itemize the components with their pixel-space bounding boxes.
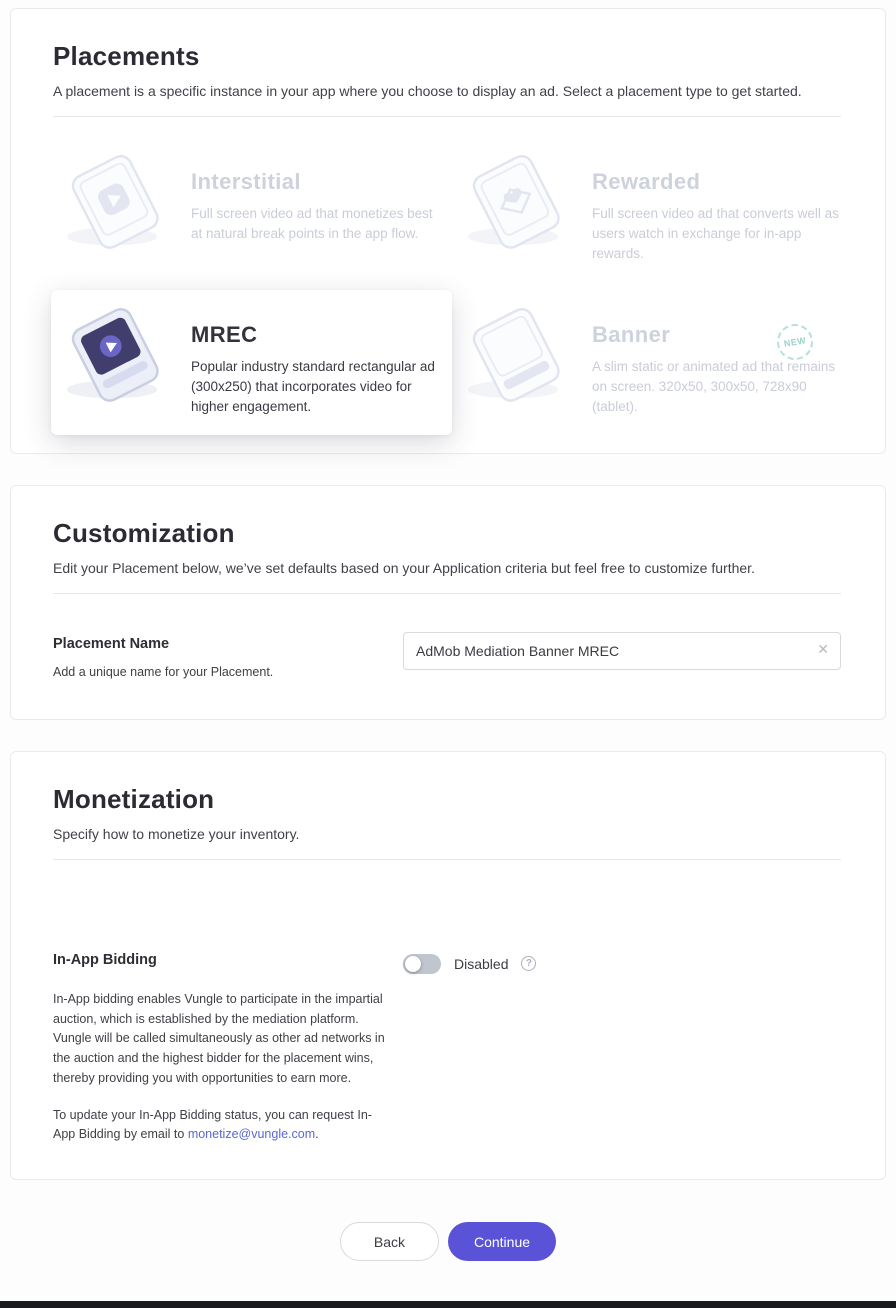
placement-type-title: Interstitial: [191, 169, 301, 194]
note-suffix: .: [315, 1127, 319, 1142]
bottom-dark-bar: [0, 1301, 896, 1308]
monetize-email-link[interactable]: monetize@vungle.com: [187, 1127, 316, 1142]
banner-phone-icon: [454, 308, 582, 404]
customization-header: [11, 486, 885, 576]
monetization-title: Monetization: [53, 783, 215, 814]
placement-types-grid: [11, 117, 885, 453]
placement-type-description: Popular industry standard rectangular ad (300x250) that incorporates video for higher engagement.: [191, 358, 435, 414]
customization-title: Customization: [53, 517, 235, 548]
placement-name-input[interactable]: [403, 632, 841, 670]
placements-card: [10, 8, 886, 454]
placement-name-row: [11, 594, 885, 719]
placement-type-mrec[interactable]: [51, 290, 452, 435]
in-app-bidding-note: [53, 1106, 393, 1146]
placement-type-rewarded[interactable]: [454, 155, 841, 264]
toggle-knob: [405, 956, 421, 972]
in-app-bidding-toggle[interactable]: [403, 954, 441, 974]
continue-button[interactable]: Continue: [448, 1222, 556, 1261]
placement-type-title: Rewarded: [592, 169, 701, 194]
placement-name-label: Placement Name: [53, 635, 170, 652]
help-icon[interactable]: ?: [521, 956, 536, 971]
footer-actions: [0, 1222, 896, 1261]
placements-header: [11, 9, 885, 99]
placement-type-title: Banner: [592, 321, 671, 347]
back-button[interactable]: Back: [340, 1222, 439, 1261]
in-app-bidding-status: Disabled: [454, 955, 509, 972]
placements-title: Placements: [53, 41, 200, 71]
customization-subtitle: Edit your Placement below, we’ve set defaults based on your Application criteria but feel free to customize further.: [53, 559, 755, 576]
clear-input-icon[interactable]: ✕: [817, 640, 829, 657]
placement-type-description: Full screen video ad that converts well as users watch in exchange for in-app rewards.: [592, 206, 839, 261]
monetization-card: [10, 751, 886, 1180]
note-prefix: To update your In-App Bidding status, you can request In-App Bidding by email to: [53, 1107, 372, 1142]
placement-type-interstitial[interactable]: [53, 155, 440, 264]
placements-subtitle: A placement is a specific instance in your app where you choose to display an ad. Select a placement type to get started.: [53, 83, 802, 99]
placement-name-help: Add a unique name for your Placement.: [53, 664, 274, 679]
rewarded-phone-icon: [454, 155, 582, 251]
interstitial-phone-icon: [53, 155, 181, 251]
new-badge: NEW: [774, 321, 816, 363]
monetization-subtitle: Specify how to monetize your inventory.: [53, 825, 300, 842]
placement-type-description: Full screen video ad that monetizes best at natural break points in the app flow.: [191, 206, 433, 241]
customization-card: [10, 485, 886, 720]
in-app-bidding-row: [11, 860, 885, 1179]
placement-type-banner[interactable]: [454, 308, 841, 417]
in-app-bidding-description: In-App bidding enables Vungle to participate in the impartial auction, which is established by the mediation platform. Vungle will be called simultaneously as other ad networks in the auction and the highest bidder for the placement wins, thereby providing you with opportunities to earn more.: [53, 991, 385, 1085]
monetization-header: [11, 752, 885, 842]
placement-type-description: A slim static or animated ad that remains on screen. 320x50, 300x50, 728x90 (tablet).: [592, 358, 836, 414]
placement-type-title: MREC: [191, 321, 258, 347]
mrec-phone-icon: [53, 308, 181, 404]
in-app-bidding-label: In-App Bidding: [53, 951, 157, 968]
